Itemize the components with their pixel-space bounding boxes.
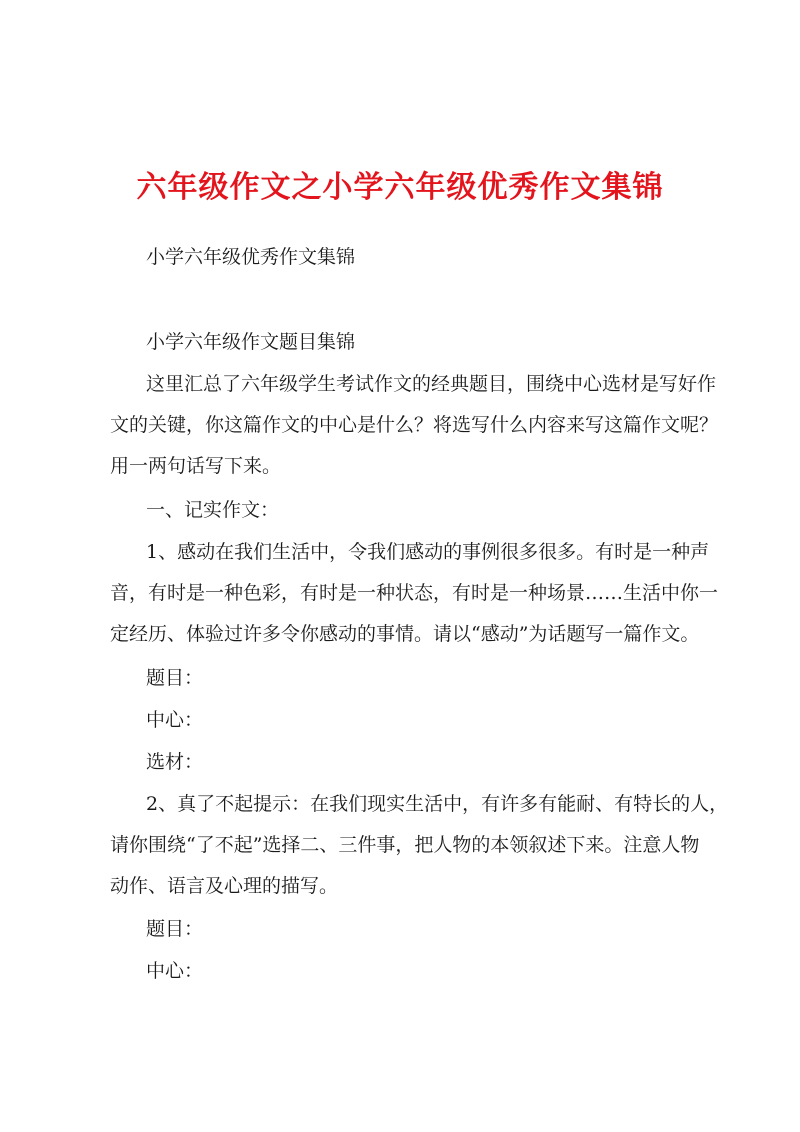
intro-line-1: 这里汇总了六年级学生考试作文的经典题目，围绕中心选材是写好作 [146,373,717,395]
item-1-line-1: 1、感动在我们生活中，令我们感动的事例很多很多。有时是一种声 [146,541,710,563]
field-center-2: 中心： [146,960,204,982]
item-1-line-2: 音，有时是一种色彩，有时是一种状态，有时是一种场景……生活中你一 [110,582,719,604]
document-title: 六年级作文之小学六年级优秀作文集锦 [136,170,664,205]
item-2-line-2: 请你围绕“了不起”选择二、三件事，把人物的本领叙述下来。注意人物 [110,834,700,856]
intro-line-3: 用一两句话写下来。 [110,455,282,477]
category-heading: 一、记实作文： [146,499,280,521]
subtitle: 小学六年级优秀作文集锦 [146,246,356,268]
field-title-1: 题目： [146,667,204,689]
item-1-line-3: 定经历、体验过许多令你感动的事情。请以“感动”为话题写一篇作文。 [110,623,700,645]
intro-line-2: 文的关键，你这篇作文的中心是什么？将选写什么内容来写这篇作文呢？ [110,414,719,436]
item-2-line-3: 动作、语言及心理的描写。 [110,875,339,897]
field-material-1: 选材： [146,751,204,773]
item-2-line-1: 2、真了不起提示：在我们现实生活中，有许多有能耐、有特长的人， [146,793,729,815]
field-center-1: 中心： [146,709,204,731]
field-title-2: 题目： [146,918,204,940]
section-heading: 小学六年级作文题目集锦 [146,331,356,353]
